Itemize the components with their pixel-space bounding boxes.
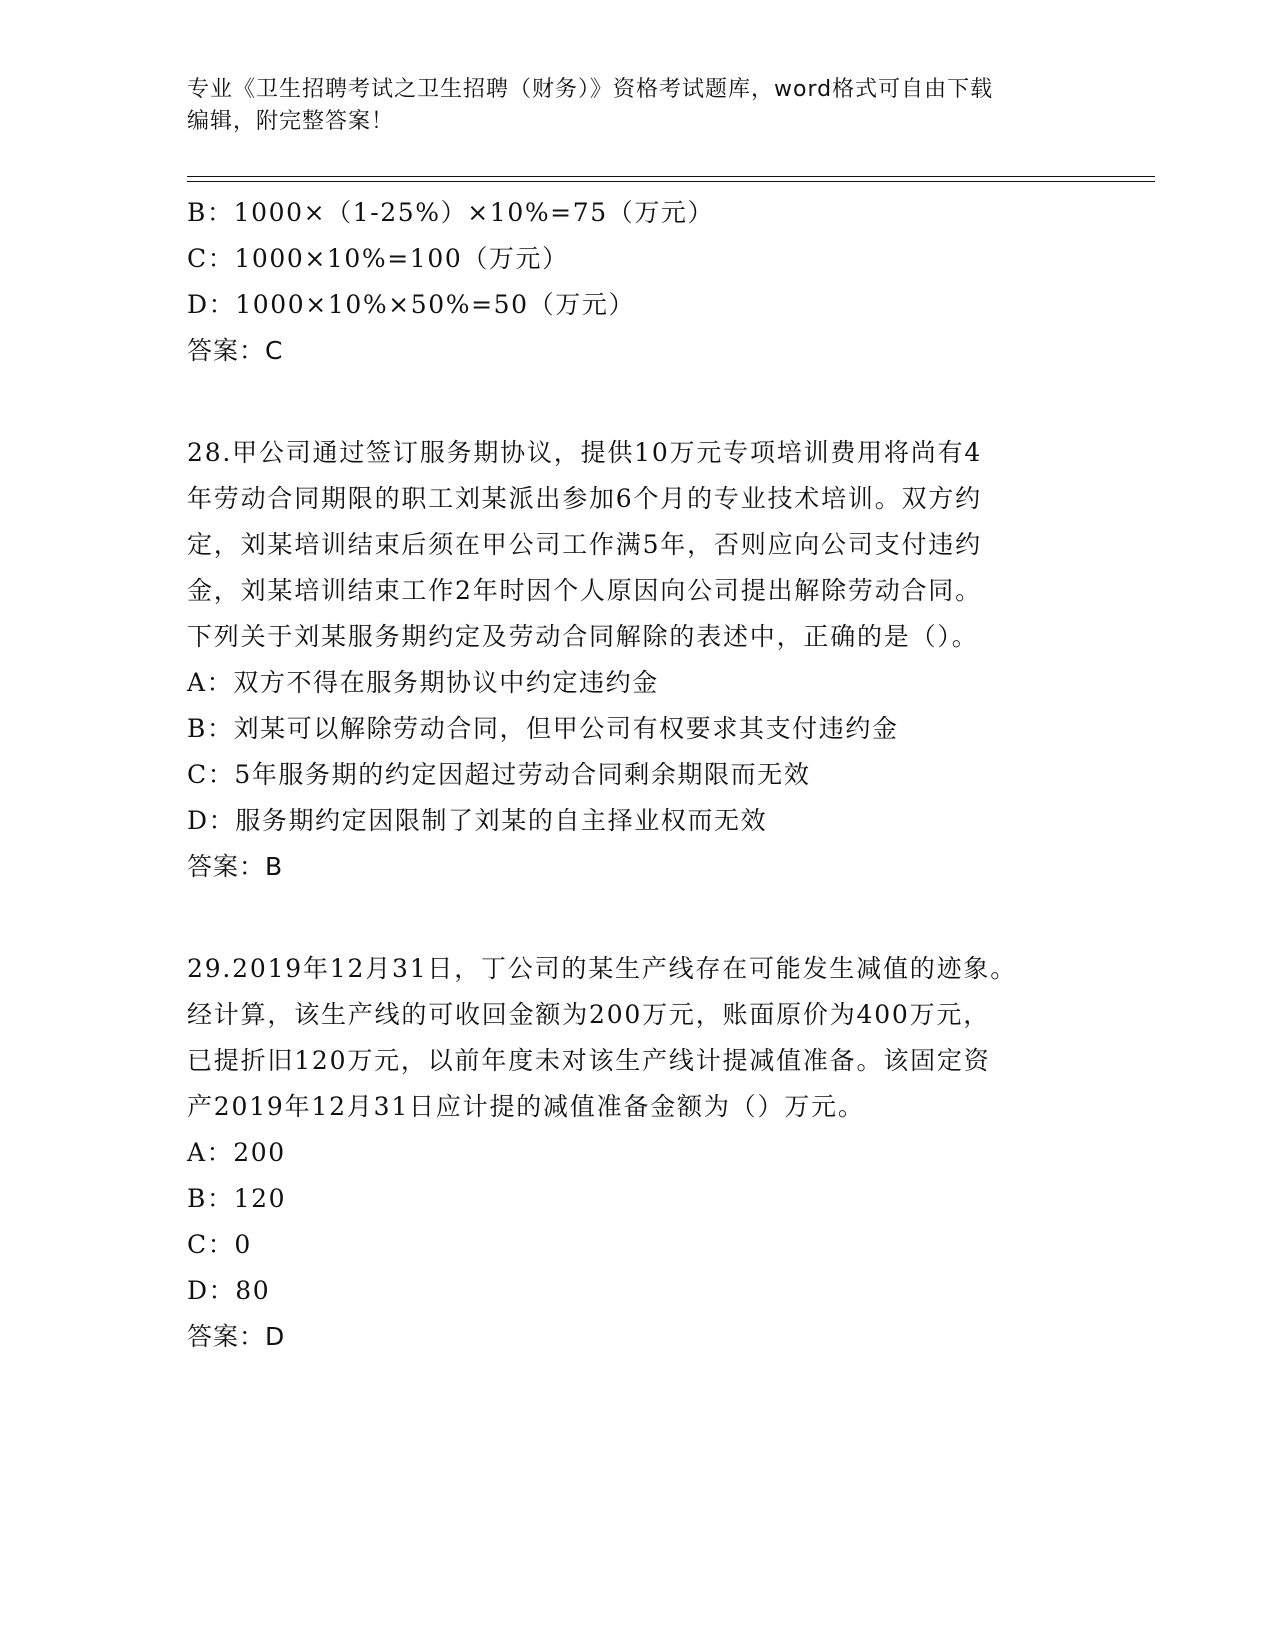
question-text-line: 下列关于刘某服务期约定及劳动合同解除的表述中，正确的是（）。 bbox=[187, 622, 979, 651]
answer-line: 答案：B bbox=[187, 852, 284, 881]
question-text-line: 经计算，该生产线的可收回金额为200万元，账面原价为400万元， bbox=[187, 1000, 991, 1029]
option-a: A：200 bbox=[187, 1138, 286, 1167]
option-b: B：120 bbox=[187, 1184, 287, 1213]
question-text-line: 28.甲公司通过签订服务期协议，提供10万元专项培训费用将尚有4 bbox=[187, 438, 983, 467]
question-27-tail bbox=[187, 190, 1087, 374]
header-rule-top bbox=[187, 176, 1155, 177]
header-rule-bottom bbox=[187, 181, 1155, 182]
question-text-line: 年劳动合同期限的职工刘某派出参加6个月的专业技术培训。双方约 bbox=[187, 484, 982, 513]
spacer bbox=[187, 890, 1087, 946]
answer-line: 答案：D bbox=[187, 1322, 286, 1351]
document-body bbox=[187, 190, 1087, 1360]
option-a: A：双方不得在服务期协议中约定违约金 bbox=[187, 668, 659, 697]
option-b: B：1000×（1-25%）×10%=75（万元） bbox=[187, 198, 715, 227]
question-text-line: 已提折旧120万元，以前年度未对该生产线计提减值准备。该固定资 bbox=[187, 1046, 991, 1075]
header-line-1: 专业《卫生招聘考试之卫生招聘（财务）》资格考试题库，word格式可自由下载 bbox=[187, 77, 994, 102]
option-d: D：80 bbox=[187, 1276, 271, 1305]
question-text-line: 金，刘某培训结束工作2年时因个人原因向公司提出解除劳动合同。 bbox=[187, 576, 982, 605]
option-c: C：5年服务期的约定因超过劳动合同剩余期限而无效 bbox=[187, 760, 811, 789]
spacer bbox=[187, 374, 1087, 430]
question-text-line: 定，刘某培训结束后须在甲公司工作满5年，否则应向公司支付违约 bbox=[187, 530, 982, 559]
question-text-line: 29.2019年12月31日，丁公司的某生产线存在可能发生减值的迹象。 bbox=[187, 954, 1018, 983]
option-c: C：0 bbox=[187, 1230, 252, 1259]
option-b: B：刘某可以解除劳动合同，但甲公司有权要求其支付违约金 bbox=[187, 714, 899, 743]
question-29 bbox=[187, 946, 1087, 1360]
question-text-line: 产2019年12月31日应计提的减值准备金额为（）万元。 bbox=[187, 1092, 865, 1121]
option-d: D：服务期约定因限制了刘某的自主择业权而无效 bbox=[187, 806, 768, 835]
option-d: D：1000×10%×50%=50（万元） bbox=[187, 290, 636, 319]
option-c: C：1000×10%=100（万元） bbox=[187, 244, 569, 273]
question-28 bbox=[187, 430, 1087, 890]
header-line-2: 编辑，附完整答案！ bbox=[187, 109, 395, 134]
answer-line: 答案：C bbox=[187, 336, 284, 365]
page-header bbox=[187, 74, 1067, 138]
